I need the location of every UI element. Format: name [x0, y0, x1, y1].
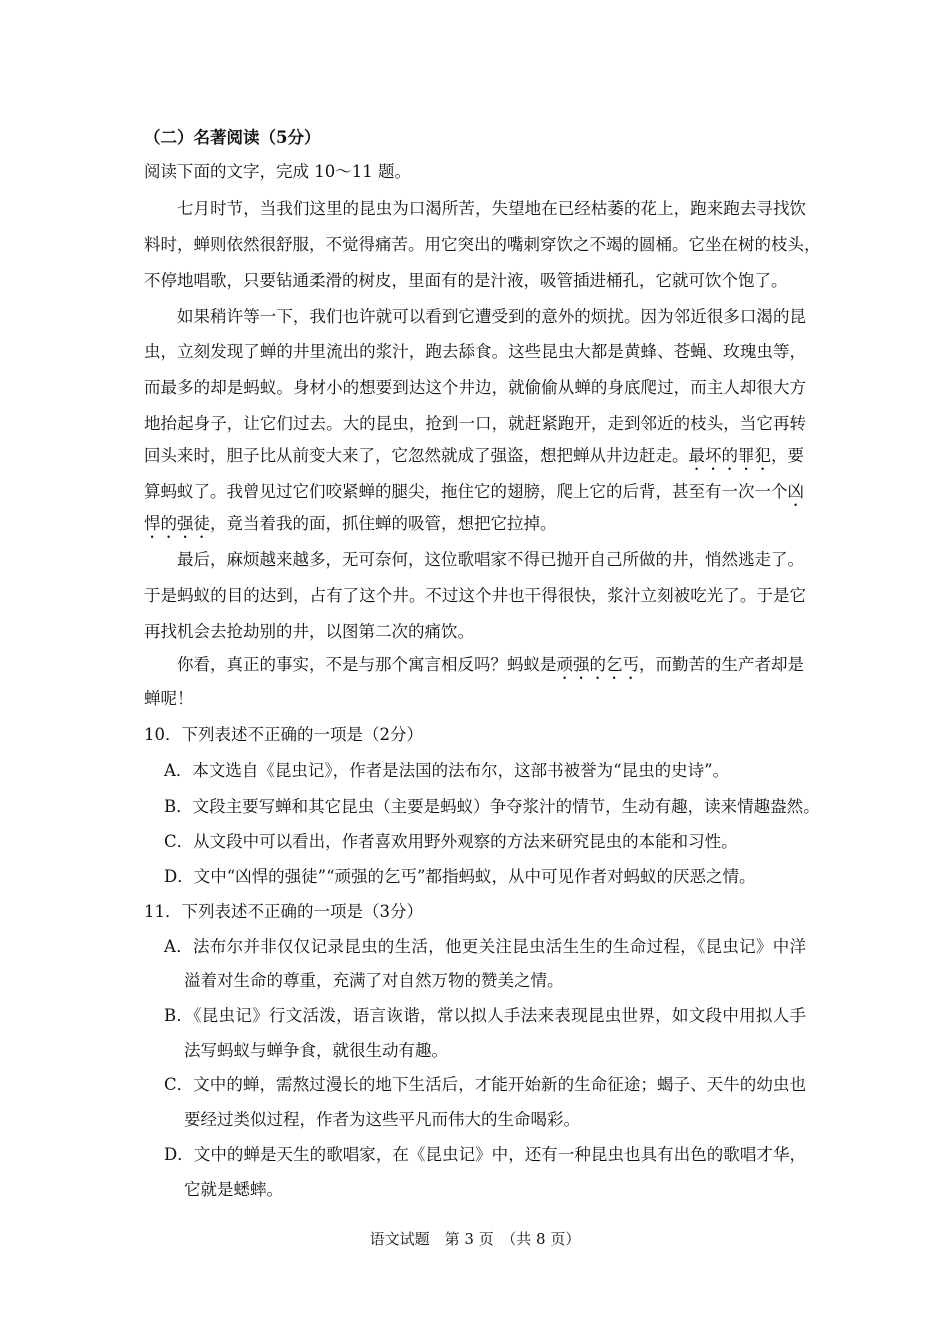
question-11-option-a: A．法布尔并非仅仅记录昆虫的生活，他更关注昆虫活生生的生命过程，《昆虫记》中洋: [164, 937, 806, 956]
instruction: 阅读下面的文字，完成 10～11 题。: [144, 162, 411, 181]
section-title: （二）名著阅读（5分）: [144, 128, 321, 147]
question-10-option-d: D．文中“凶悍的强徒”“顽强的乞丐”都指蚂蚁，从中可见作者对蚂蚁的厌恶之情。: [164, 867, 756, 886]
passage-line: 蝉呢！: [144, 689, 194, 708]
question-11-option-b: B．《昆虫记》行文活泼，语言诙谐，常以拟人手法来表现昆虫世界，如文段中用拟人手: [164, 1006, 806, 1025]
passage-line: [144, 482, 804, 510]
passage-text: 回头来时，胆子比从前变大来了，它忽然就成了强盗，想把蝉从井边赶走。: [144, 446, 689, 465]
passage-text: 你看，真正的事实，不是与那个寓言相反吗？蚂蚁是: [177, 655, 557, 674]
passage-line: 最后，麻烦越来越多，无可奈何，这位歌唱家不得已抛开自己所做的井，悄然逃走了。: [177, 550, 804, 569]
passage-line: 不停地唱歌，只要钻通柔滑的树皮，里面有的是汁液，吸管插进桶孔，它就可饮个饱了。: [144, 271, 788, 290]
emphasized-text: 凶: [787, 482, 804, 501]
question-10-option-b: B．文段主要写蝉和其它昆虫（主要是蚂蚁）争夺浆汁的情节，生动有趣，读来情趣盎然。: [164, 797, 820, 816]
question-10-stem: 10．下列表述不正确的一项是（2分）: [144, 725, 423, 744]
passage-line: 七月时节，当我们这里的昆虫为口渴所苦，失望地在已经枯萎的花上，跑来跑去寻找饮: [177, 199, 806, 218]
question-10-option-a: A．本文选自《昆虫记》，作者是法国的法布尔，这部书被誉为“昆虫的史诗”。: [164, 761, 730, 780]
passage-line: [144, 514, 557, 542]
question-11-option-a-cont: 溢着对生命的尊重，充满了对自然万物的赞美之情。: [184, 971, 564, 990]
passage-line: 如果稍许等一下，我们也许就可以看到它遭受到的意外的烦扰。因为邻近很多口渴的昆: [177, 307, 806, 326]
passage-text: ，竟当着我的面，抓住蝉的吸管，想把它拉掉。: [210, 514, 557, 533]
passage-line: 料时，蝉则依然很舒服，不觉得痛苦。用它突出的嘴刺穿饮之不竭的圆桶。它坐在树的枝头，: [144, 235, 821, 254]
passage-line: 再找机会去抢劫别的井，以图第二次的痛饮。: [144, 622, 474, 641]
question-11-option-d-cont: 它就是蟋蟀。: [184, 1180, 283, 1199]
question-10-option-c: C．从文段中可以看出，作者喜欢用野外观察的方法来研究昆虫的本能和习性。: [164, 832, 738, 851]
passage-line: 而最多的却是蚂蚁。身材小的想要到达这个井边，就偷偷从蝉的身底爬过，而主人却很大方: [144, 378, 806, 397]
question-11-option-c: C．文中的蝉，需熬过漫长的地下生活后，才能开始新的生命征途；蝎子、天牛的幼虫也: [164, 1075, 806, 1094]
passage-line: [177, 655, 806, 683]
emphasized-text: 最坏的罪犯: [688, 446, 771, 465]
emphasized-text: 顽强的乞丐: [556, 655, 639, 674]
passage-text: ，而勤苦的生产者却是: [639, 655, 804, 674]
passage-line: 虫，立刻发现了蝉的井里流出的浆汁，跑去舔食。这些昆虫大都是黄蜂、苍蝇、玫瑰虫等，: [144, 342, 806, 361]
question-11-option-c-cont: 要经过类似过程，作者为这些平凡而伟大的生命喝彩。: [184, 1110, 580, 1129]
emphasized-text: 悍的强徒: [144, 514, 210, 533]
passage-line: 于是蚂蚁的目的达到，占有了这个井。不过这个井也干得很快，浆汁立刻被吃光了。于是它: [144, 586, 806, 605]
passage-line: 地抬起身子，让它们过去。大的昆虫，抢到一口，就赶紧跑开，走到邻近的枝头，当它再转: [144, 414, 806, 433]
question-11-stem: 11．下列表述不正确的一项是（3分）: [144, 902, 423, 921]
passage-text: ，要: [771, 446, 804, 465]
page-footer: 语文试题 第 3 页 （共 8 页）: [369, 1230, 581, 1248]
passage-line: [144, 446, 804, 474]
question-11-option-d: D．文中的蝉是天生的歌唱家，在《昆虫记》中，还有一种昆虫也具有出色的歌唱才华，: [164, 1145, 806, 1164]
passage-text: 算蚂蚁了。我曾见过它们咬紧蝉的腿尖，拖住它的翅膀，爬上它的后背，甚至有一次一个: [144, 482, 788, 501]
question-11-option-b-cont: 法写蚂蚁与蝉争食，就很生动有趣。: [184, 1041, 448, 1060]
